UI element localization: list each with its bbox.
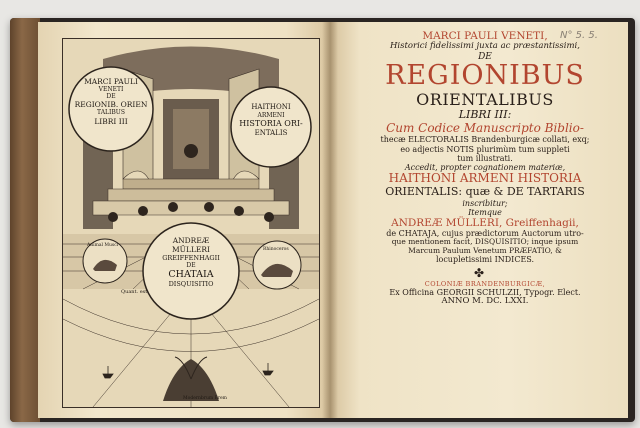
right-medallion-line: HISTORIA ORI- xyxy=(239,119,303,129)
title-line-disquisitio: que mentionem facit, DISQUISITIO; inque ipsum xyxy=(391,237,579,247)
animal-musci-label: Animal Musci xyxy=(87,243,119,248)
left-medallion-line: MARCI PAULI xyxy=(84,77,138,86)
title-line-libri: LIBRI III: xyxy=(458,107,512,121)
right-medallion-text xyxy=(231,103,311,138)
printer-mark-icon: ✤ xyxy=(474,265,485,280)
title-page-text xyxy=(346,30,624,307)
title-line-year: ANNO M. DC. LXXI. xyxy=(441,296,529,307)
printer-device xyxy=(346,265,624,281)
title-line-praefatio: Marcum Paulum Venetum PRÆFATIO, & xyxy=(408,245,562,255)
frontispiece-engraving xyxy=(62,38,320,408)
left-medallion-line: TALIBUS xyxy=(97,109,125,117)
title-line-illustrati: tum illustrati. xyxy=(457,153,513,163)
artist-credit: Modernbrum Brem xyxy=(183,396,227,401)
book-spine-edge xyxy=(10,18,40,422)
pencil-note: N° 5. 5. xyxy=(560,30,598,41)
title-line-accedit: Accedit, propter cognationem materiæ, xyxy=(404,162,566,172)
bottom-medallion-line: MÜLLERI xyxy=(171,244,211,254)
bottom-medallion-line: DE xyxy=(186,262,196,270)
bottom-medallion-text xyxy=(145,237,237,288)
title-line-codice: Cum Codice Manuscripto Biblio- xyxy=(386,120,584,135)
left-medallion-line: VENETI xyxy=(98,86,124,93)
bottom-medallion-line: DISQUISITIO xyxy=(168,279,214,288)
title-line-imprint-place: COLONIÆ BRANDENBURGICÆ, xyxy=(424,279,546,288)
title-line-electoralis: thecæ ELECTORALIS Brandenburgicæ collati, exq; xyxy=(380,135,590,145)
left-medallion-line: REGIONIB. ORIEN xyxy=(74,100,148,110)
title-line-notis: eo adjectis NOTIS plurimùm tum suppleti xyxy=(400,144,570,154)
title-line-orientalis: ORIENTALIS: quæ & DE TARTARIS xyxy=(385,184,585,198)
title-line-haithoni: HAITHONI ARMENI HISTORIA xyxy=(388,171,582,186)
title-line-inscribitur: inscribitur; xyxy=(462,198,508,208)
book-gutter xyxy=(322,22,338,418)
title-line-mulleri: ANDREÆ MÜLLERI, Greiffenhagii, xyxy=(391,216,579,229)
bottom-medallion-line: CHATAIA xyxy=(168,269,214,281)
title-line-de: DE xyxy=(478,51,492,62)
right-medallion-line: ARMENI xyxy=(257,111,285,119)
title-line-orientalibus: ORIENTALIBUS xyxy=(416,89,554,109)
right-medallion-line: ENTALIS xyxy=(254,129,288,138)
left-medallion-line: DE xyxy=(106,93,116,101)
title-line-itemque: Itemque xyxy=(468,207,502,217)
right-medallion-line: HAITHONI xyxy=(251,103,291,111)
title-line-author: MARCI PAULI VENETI, xyxy=(422,30,548,42)
rhinoceros-label: Rhinoceros xyxy=(263,247,289,252)
title-line-epithet: Historici fidelissimi juxta ac præstantissimi, xyxy=(390,41,580,52)
left-medallion-line: LIBRI III xyxy=(94,116,128,126)
title-line-main: REGIONIBUS xyxy=(385,60,585,92)
left-medallion-text xyxy=(69,77,153,126)
quarter-label: Quant. est xyxy=(121,289,148,295)
title-line-indices: locupletissimi INDICES. xyxy=(435,255,535,265)
title-line-printer: Ex Officina GEORGII SCHULZII, Typogr. Elect. xyxy=(389,288,581,298)
bottom-medallion-line: GREIFFENHAGII xyxy=(162,253,220,262)
bottom-medallion-line: ANDREÆ xyxy=(172,236,210,245)
title-line-chataja: de CHATAJA, cujus prædictorum Auctorum utro- xyxy=(386,228,584,238)
